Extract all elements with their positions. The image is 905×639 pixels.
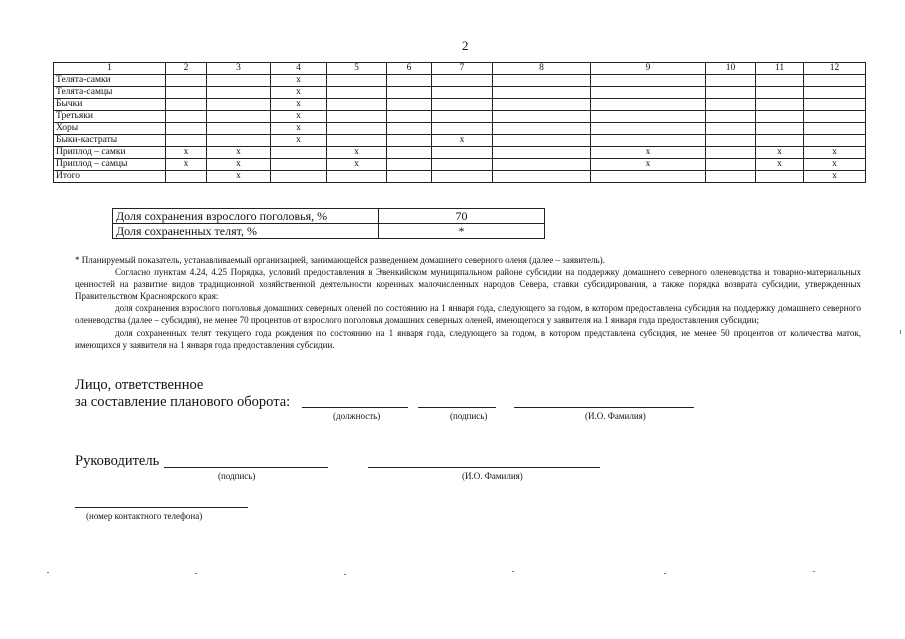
name-caption: (И.О. Фамилия)	[585, 411, 646, 421]
table-cell	[756, 123, 804, 135]
table-cell	[327, 135, 387, 147]
adult-share-label: Доля сохранения взрослого поголовья, %	[113, 209, 379, 224]
table-cell: x	[804, 147, 866, 159]
scan-speck	[512, 571, 514, 572]
column-header: 5	[327, 63, 387, 75]
table-cell	[387, 135, 432, 147]
column-header: 8	[493, 63, 591, 75]
table-cell	[804, 135, 866, 147]
table-cell	[493, 159, 591, 171]
notes-paragraph-3: доля сохраненных телят текущего года рождения по состоянию на 1 января года, следующего за годом, в котором представлена субсидия, не менее 50 процентов от количества маток, имеющихся у заявителя на 1 января года предоставления субсидии.	[75, 327, 861, 350]
table-cell	[706, 75, 756, 87]
footnote: * Планируемый показатель, устанавливаемый организацией, занимающейся разведением домашнего северного оленя (далее – заявитель).	[75, 255, 605, 265]
column-header: 7	[432, 63, 493, 75]
table-cell	[706, 159, 756, 171]
table-cell	[706, 135, 756, 147]
table-row	[54, 99, 866, 111]
table-cell: x	[591, 147, 706, 159]
scan-speck	[900, 330, 901, 334]
column-header: 6	[387, 63, 432, 75]
table-cell: x	[327, 159, 387, 171]
table-cell	[591, 135, 706, 147]
table-cell	[327, 171, 387, 183]
scan-speck	[344, 574, 346, 575]
column-header: 12	[804, 63, 866, 75]
table-row	[54, 123, 866, 135]
head-name-line	[368, 467, 600, 468]
table-cell: x	[327, 147, 387, 159]
table-cell	[804, 99, 866, 111]
table-cell	[493, 147, 591, 159]
row-label: Приплод – самцы	[54, 159, 166, 171]
row-label: Быки-кастраты	[54, 135, 166, 147]
scan-speck	[813, 571, 815, 572]
table-cell	[207, 111, 271, 123]
table-row	[54, 159, 866, 171]
row-label: Итого	[54, 171, 166, 183]
table-cell	[804, 123, 866, 135]
table-row	[54, 171, 866, 183]
table-cell	[493, 87, 591, 99]
table-cell	[706, 111, 756, 123]
table-cell: x	[804, 159, 866, 171]
position-caption: (должность)	[333, 411, 381, 421]
column-header: 4	[271, 63, 327, 75]
row-label: Хоры	[54, 123, 166, 135]
table-cell	[706, 99, 756, 111]
table-cell	[432, 123, 493, 135]
table-cell	[756, 111, 804, 123]
table-cell	[804, 111, 866, 123]
notes-paragraph-1: Согласно пунктам 4.24, 4.25 Порядка, условий предоставления в Эвенкийском муниципальном районе субсидии на поддержку домашнего северного оленеводства и товарно-материальных ценностей на развитие видов традиционной хозяйственной деятельности коренных малочисленных народов Севера, ставки субсидирования, а также порядка возврата субсидии, утвержденных Правительством Красноярского края:	[75, 267, 861, 302]
table-cell	[432, 75, 493, 87]
table-row	[54, 75, 866, 87]
notes-block	[75, 254, 861, 351]
adult-share-row	[113, 209, 545, 224]
table-cell	[804, 75, 866, 87]
table-cell	[432, 87, 493, 99]
signature-line	[418, 407, 496, 408]
table-header-row	[54, 63, 866, 75]
share-table	[112, 208, 545, 239]
table-body	[54, 75, 866, 183]
phone-line	[75, 507, 248, 508]
table-cell: x	[166, 147, 207, 159]
table-cell	[207, 75, 271, 87]
table-cell	[166, 135, 207, 147]
table-cell: x	[432, 135, 493, 147]
table-cell	[493, 75, 591, 87]
table-cell	[327, 99, 387, 111]
notes-paragraph-2: доля сохранения взрослого поголовья домашних северных оленей по состоянию на 1 января года, следующего за годом, в котором предоставлена субсидия на поддержку домашнего северного оленеводства (далее – субсидия), не менее 70 процентов от взрослого поголовья домашних северных оленей, имеющегося у заявителя на 1 января года предоставления субсидии;	[75, 303, 861, 326]
table-cell	[591, 99, 706, 111]
column-header: 2	[166, 63, 207, 75]
table-cell	[387, 147, 432, 159]
signature-caption: (подпись)	[450, 411, 488, 421]
table-cell	[207, 99, 271, 111]
table-cell	[756, 75, 804, 87]
table-cell: x	[271, 75, 327, 87]
table-cell	[706, 147, 756, 159]
table-cell	[207, 87, 271, 99]
table-cell	[432, 147, 493, 159]
head-name-caption: (И.О. Фамилия)	[462, 471, 523, 481]
table-cell	[591, 87, 706, 99]
table-cell	[493, 111, 591, 123]
table-cell	[271, 159, 327, 171]
table-cell	[387, 111, 432, 123]
table-cell: x	[207, 171, 271, 183]
head-label: Руководитель	[75, 453, 160, 469]
table-cell	[706, 171, 756, 183]
table-cell	[591, 111, 706, 123]
table-cell: x	[756, 159, 804, 171]
table-cell	[756, 171, 804, 183]
table-cell	[493, 99, 591, 111]
table-cell: x	[271, 123, 327, 135]
column-header: 11	[756, 63, 804, 75]
column-header: 3	[207, 63, 271, 75]
table-cell	[591, 75, 706, 87]
table-cell	[591, 171, 706, 183]
table-cell	[387, 159, 432, 171]
scan-speck	[664, 573, 666, 574]
table-cell: x	[804, 171, 866, 183]
table-cell	[327, 123, 387, 135]
phone-caption: (номер контактного телефона)	[86, 511, 203, 521]
table-cell	[706, 123, 756, 135]
table-cell	[756, 99, 804, 111]
table-cell	[493, 123, 591, 135]
table-row	[54, 111, 866, 123]
adult-share-value: 70	[379, 209, 545, 224]
table-cell	[756, 135, 804, 147]
column-header: 10	[706, 63, 756, 75]
table-cell	[166, 123, 207, 135]
table-row	[54, 87, 866, 99]
table-cell	[432, 159, 493, 171]
table-row	[54, 135, 866, 147]
name-line	[514, 407, 694, 408]
scan-speck	[47, 572, 49, 573]
table-cell: x	[207, 147, 271, 159]
table-cell	[493, 171, 591, 183]
table-cell	[804, 87, 866, 99]
table-cell	[387, 87, 432, 99]
table-cell	[706, 87, 756, 99]
column-header: 9	[591, 63, 706, 75]
table-cell	[207, 135, 271, 147]
table-cell	[493, 135, 591, 147]
row-label: Бычки	[54, 99, 166, 111]
table-cell: x	[271, 87, 327, 99]
table-cell	[271, 147, 327, 159]
table-cell	[166, 75, 207, 87]
column-header: 1	[54, 63, 166, 75]
responsible-heading-line-1: Лицо, ответственное	[75, 377, 204, 393]
table-cell	[327, 75, 387, 87]
table-cell	[207, 123, 271, 135]
table-cell	[432, 171, 493, 183]
table-cell	[756, 87, 804, 99]
page-number: 2	[462, 38, 469, 53]
livestock-table	[53, 62, 866, 183]
table-cell: x	[271, 135, 327, 147]
table-cell: x	[271, 99, 327, 111]
responsible-heading-line-2: за составление планового оборота:	[75, 394, 291, 410]
table-cell: x	[271, 111, 327, 123]
table-cell: x	[591, 159, 706, 171]
table-cell	[387, 75, 432, 87]
calves-share-value: *	[379, 224, 545, 239]
table-cell: x	[756, 147, 804, 159]
head-signature-line	[164, 467, 328, 468]
table-cell	[432, 111, 493, 123]
table-cell	[327, 111, 387, 123]
table-cell	[591, 123, 706, 135]
table-cell	[387, 99, 432, 111]
row-label: Телята-самки	[54, 75, 166, 87]
table-cell	[387, 123, 432, 135]
scan-speck	[195, 573, 197, 574]
row-label: Телята-самцы	[54, 87, 166, 99]
table-cell: x	[207, 159, 271, 171]
table-cell	[166, 171, 207, 183]
table-cell: x	[166, 159, 207, 171]
row-label: Приплод – самки	[54, 147, 166, 159]
head-signature-caption: (подпись)	[218, 471, 256, 481]
table-cell	[327, 87, 387, 99]
table-cell	[166, 87, 207, 99]
row-label: Третьяки	[54, 111, 166, 123]
table-cell	[271, 171, 327, 183]
table-cell	[432, 99, 493, 111]
calves-share-label: Доля сохраненных телят, %	[113, 224, 379, 239]
table-cell	[387, 171, 432, 183]
table-cell	[166, 111, 207, 123]
table-cell	[166, 99, 207, 111]
calves-share-row	[113, 224, 545, 239]
table-row	[54, 147, 866, 159]
position-line	[302, 407, 408, 408]
